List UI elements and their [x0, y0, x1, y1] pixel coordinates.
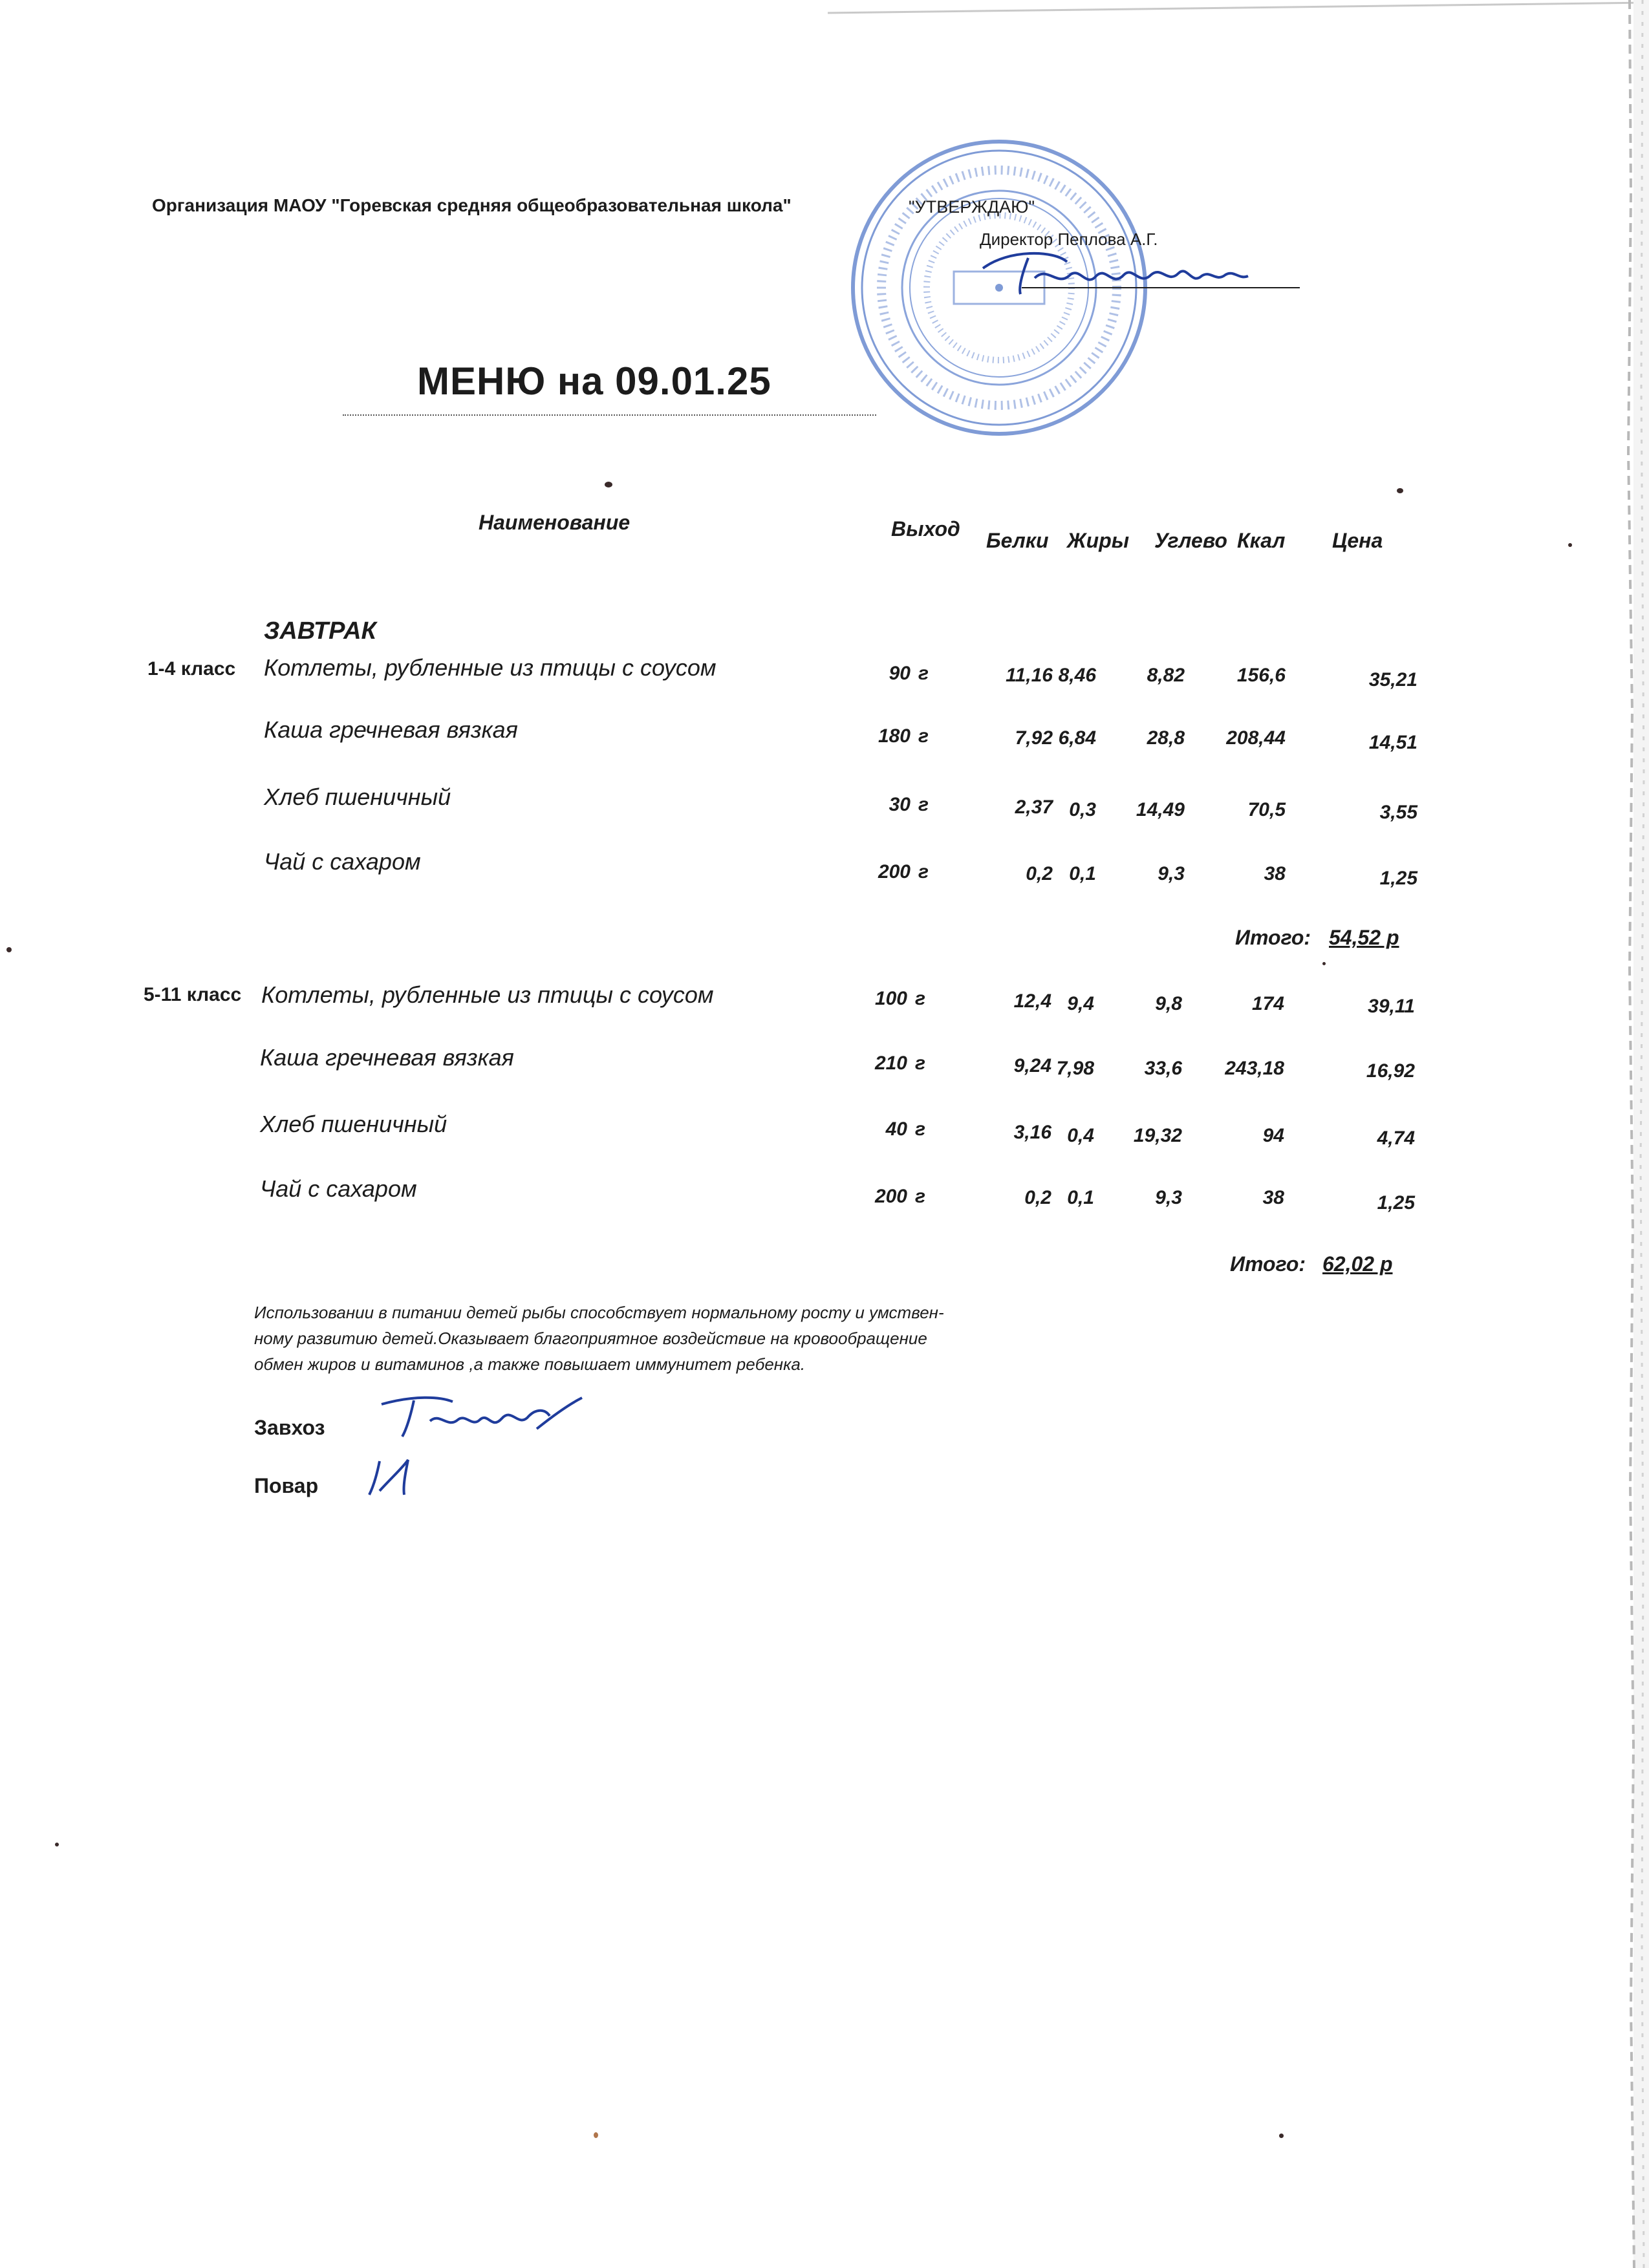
total-value: 62,02 р	[1322, 1252, 1393, 1276]
yield-value: 40	[885, 1118, 907, 1140]
note-line: Использовании в питании детей рыбы способствует нормальному росту и умствен-	[254, 1303, 944, 1322]
scan-speck	[605, 482, 612, 487]
group-label: 1-4 класс	[147, 658, 236, 679]
dish-name: Хлеб пшеничный	[264, 784, 451, 810]
yield-value: 200	[878, 861, 911, 883]
fat-value: 0,4	[1067, 1125, 1094, 1146]
director-signature	[957, 242, 1306, 301]
kcal-value: 174	[1251, 993, 1284, 1014]
yield-value: 100	[874, 988, 907, 1009]
price-value: 3,55	[1379, 802, 1417, 823]
price-value: 35,21	[1368, 669, 1417, 690]
fat-value: 8,46	[1058, 665, 1096, 686]
page-title: МЕНЮ на 09.01.25	[417, 359, 771, 403]
scan-speck	[1322, 962, 1326, 965]
povar-label: Повар	[254, 1474, 319, 1497]
carbs-value: 33,6	[1144, 1058, 1182, 1079]
fat-value: 6,84	[1058, 727, 1096, 749]
dish-name: Каша гречневая вязкая	[264, 716, 518, 743]
protein-value: 11,16	[1006, 665, 1053, 686]
director-name: Директор Пеплова А.Г.	[980, 230, 1158, 249]
fat-value: 7,98	[1056, 1058, 1094, 1079]
yield-unit: г	[915, 1118, 926, 1140]
dish-name: Котлеты, рубленные из птицы с соусом	[261, 981, 714, 1008]
kcal-value: 70,5	[1247, 799, 1286, 820]
yield-value: 180	[878, 725, 911, 747]
dish-name: Каша гречневая вязкая	[260, 1044, 514, 1071]
total-value: 54,52 р	[1329, 926, 1399, 949]
column-header-carbs: Углево	[1154, 529, 1227, 552]
scan-speck	[6, 947, 12, 952]
protein-value: 0,2	[1026, 863, 1053, 884]
yield-value: 30	[889, 794, 911, 815]
scan-speck	[1279, 2134, 1284, 2138]
organization-line: Организация МАОУ "Горевская средняя общеобразовательная школа"	[152, 195, 792, 215]
yield-unit: г	[918, 794, 929, 815]
column-header-protein: Белки	[986, 529, 1049, 552]
title-underline	[343, 414, 876, 416]
dish-name: Хлеб пшеничный	[260, 1111, 447, 1137]
kcal-value: 38	[1264, 863, 1286, 884]
dish-name: Чай с сахаром	[260, 1175, 417, 1202]
fat-value: 9,4	[1067, 993, 1094, 1014]
meal-section-title: ЗАВТРАК	[264, 617, 376, 645]
protein-value: 7,92	[1015, 727, 1053, 749]
povar-signature	[365, 1455, 424, 1500]
kcal-value: 94	[1262, 1125, 1284, 1146]
yield-unit: г	[915, 1053, 926, 1074]
carbs-value: 9,3	[1155, 1187, 1182, 1208]
scan-speck	[55, 1843, 59, 1846]
zavhoz-label: Завхоз	[254, 1416, 325, 1439]
column-header-kcal: Ккал	[1237, 529, 1286, 552]
carbs-value: 19,32	[1133, 1125, 1182, 1146]
price-value: 1,25	[1377, 1192, 1415, 1214]
dish-name: Чай с сахаром	[264, 848, 421, 875]
approve-title: "УТВЕРЖДАЮ"	[909, 197, 1035, 217]
price-value: 1,25	[1379, 868, 1417, 889]
protein-value: 9,24	[1013, 1055, 1051, 1076]
fat-value: 0,1	[1067, 1187, 1094, 1208]
scan-speck	[594, 2132, 598, 2138]
dish-name: Котлеты, рубленные из птицы с соусом	[264, 654, 717, 681]
zavhoz-signature	[375, 1390, 588, 1448]
yield-unit: г	[918, 663, 929, 684]
column-header-price: Цена	[1332, 529, 1383, 552]
kcal-value: 208,44	[1226, 727, 1286, 749]
scan-shadow-edge	[1604, 0, 1649, 2268]
kcal-value: 38	[1262, 1187, 1284, 1208]
yield-value: 90	[889, 663, 911, 684]
protein-value: 0,2	[1024, 1187, 1051, 1208]
scan-speck	[1397, 488, 1403, 493]
nutrition-note	[254, 1300, 1056, 1377]
price-value: 14,51	[1368, 732, 1417, 753]
scan-shadow-top	[828, 0, 1649, 23]
carbs-value: 8,82	[1147, 665, 1185, 686]
protein-value: 3,16	[1013, 1122, 1051, 1143]
yield-unit: г	[915, 1186, 926, 1207]
column-header-fat: Жиры	[1067, 529, 1130, 552]
yield-value: 200	[874, 1186, 907, 1207]
yield-unit: г	[915, 988, 926, 1009]
price-value: 4,74	[1377, 1128, 1415, 1149]
carbs-value: 9,3	[1158, 863, 1185, 884]
column-header-name: Наименование	[479, 511, 630, 534]
carbs-value: 28,8	[1147, 727, 1185, 749]
fat-value: 0,3	[1069, 799, 1096, 820]
yield-unit: г	[918, 725, 929, 747]
kcal-value: 156,6	[1236, 665, 1286, 686]
group-label: 5-11 класс	[144, 984, 242, 1005]
total-label: Итого:	[1230, 1252, 1306, 1276]
yield-value: 210	[874, 1053, 907, 1074]
yield-unit: г	[918, 861, 929, 883]
protein-value: 12,4	[1013, 990, 1051, 1012]
note-line: обмен жиров и витаминов ,а также повышает иммунитет ребенка.	[254, 1354, 806, 1374]
protein-value: 2,37	[1015, 797, 1053, 818]
note-line: ному развитию детей.Оказывает благоприятное воздействие на кровообращение	[254, 1329, 927, 1348]
total-label: Итого:	[1235, 926, 1311, 949]
price-value: 16,92	[1366, 1060, 1415, 1082]
fat-value: 0,1	[1069, 863, 1096, 884]
price-value: 39,11	[1368, 996, 1415, 1017]
column-header-yield: Выход	[891, 517, 960, 540]
carbs-value: 9,8	[1155, 993, 1182, 1014]
carbs-value: 14,49	[1136, 799, 1185, 820]
kcal-value: 243,18	[1225, 1058, 1284, 1079]
scan-speck	[1568, 543, 1572, 547]
